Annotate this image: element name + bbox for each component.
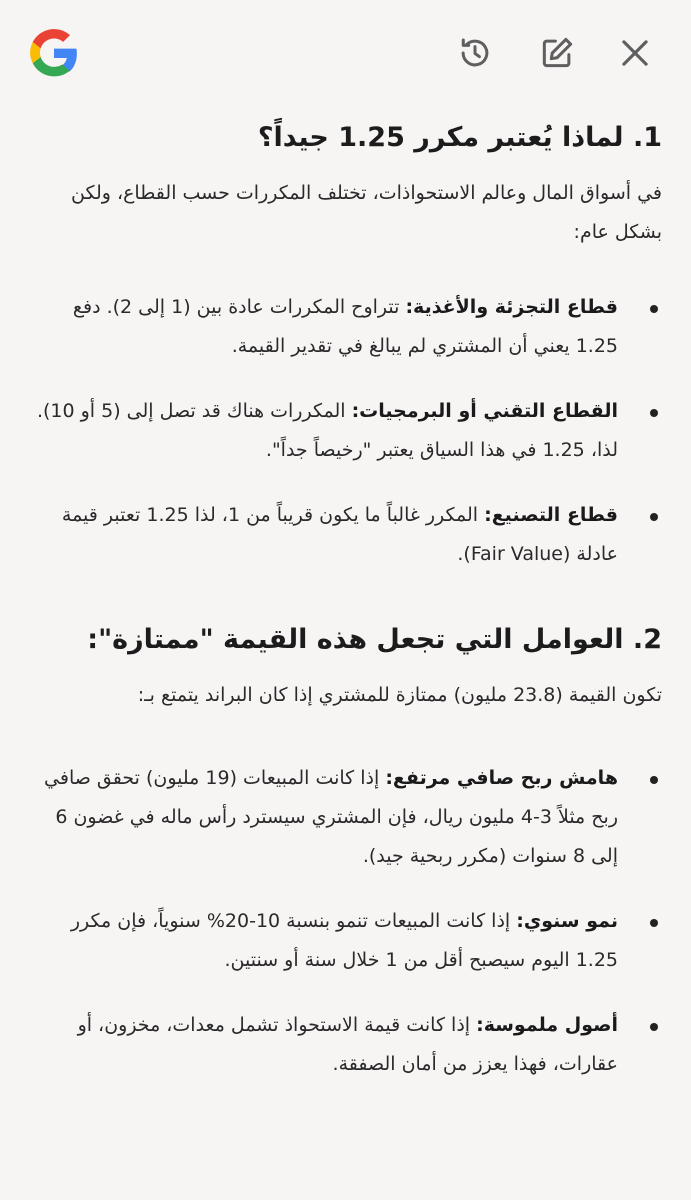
top-bar (0, 0, 691, 100)
section2-list (26, 759, 662, 1084)
section2-heading: 2. العوامل التي تجعل هذه القيمة "ممتازة": (87, 624, 662, 655)
list-item (26, 496, 662, 574)
section1-intro: في أسواق المال وعالم الاستحواذات، تختلف المكررات حسب القطاع، ولكن بشكل عام: (71, 182, 662, 243)
bullet-icon (650, 776, 658, 784)
bullet-icon (650, 919, 658, 927)
item-term: القطاع التقني أو البرمجيات: (351, 400, 618, 422)
item-term: هامش ربح صافي مرتفع: (385, 767, 618, 789)
item-term: أصول ملموسة: (476, 1014, 618, 1036)
list-item (26, 1006, 662, 1084)
item-text: المكررات هناك قد تصل إلى (5 أو 10). لذا، 1.25 في هذا السياق يعتبر "رخيصاً جداً". (36, 400, 618, 461)
google-g-logo[interactable] (26, 25, 82, 81)
edit-icon[interactable] (534, 30, 580, 76)
close-icon[interactable] (612, 30, 658, 76)
answer-content (26, 108, 662, 1110)
section2-intro: تكون القيمة (23.8 مليون) ممتازة للمشتري إذا كان البراند يتمتع بـ: (137, 684, 662, 706)
item-text: تتراوح المكررات عادة بين (1 إلى 2). دفع 1.25 يعني أن المشتري لم يبالغ في تقدير القيمة. (72, 296, 618, 357)
bullet-icon (650, 305, 658, 313)
item-term: قطاع التجزئة والأغذية: (405, 296, 618, 318)
item-term: قطاع التصنيع: (484, 504, 618, 526)
section1-list (26, 288, 662, 574)
item-term: نمو سنوي: (516, 910, 618, 932)
item-text: المكرر غالباً ما يكون قريباً من 1، لذا 1.25 تعتبر قيمة عادلة (Fair Value). (61, 504, 618, 565)
list-item (26, 288, 662, 366)
item-text: إذا كانت المبيعات (19 مليون) تحقق صافي ربح مثلاً 3-4 مليون ريال، فإن المشتري سيسترد رأس ماله في غضون 6 إلى 8 سنوات (مكرر ربحية جيد). (44, 767, 618, 867)
bullet-icon (650, 513, 658, 521)
list-item (26, 902, 662, 980)
list-item (26, 759, 662, 876)
bullet-icon (650, 1023, 658, 1031)
list-item (26, 392, 662, 470)
item-text: إذا كانت قيمة الاستحواذ تشمل معدات، مخزون، أو عقارات، فهذا يعزز من أمان الصفقة. (77, 1014, 618, 1075)
history-icon[interactable] (452, 30, 498, 76)
item-text: إذا كانت المبيعات تنمو بنسبة 10-20% سنوياً، فإن مكرر 1.25 اليوم سيصبح أقل من 1 خلال سنة أو سنتين. (70, 910, 618, 971)
bullet-icon (650, 409, 658, 417)
section1-heading: 1. لماذا يُعتبر مكرر 1.25 جيداً؟ (257, 122, 662, 153)
